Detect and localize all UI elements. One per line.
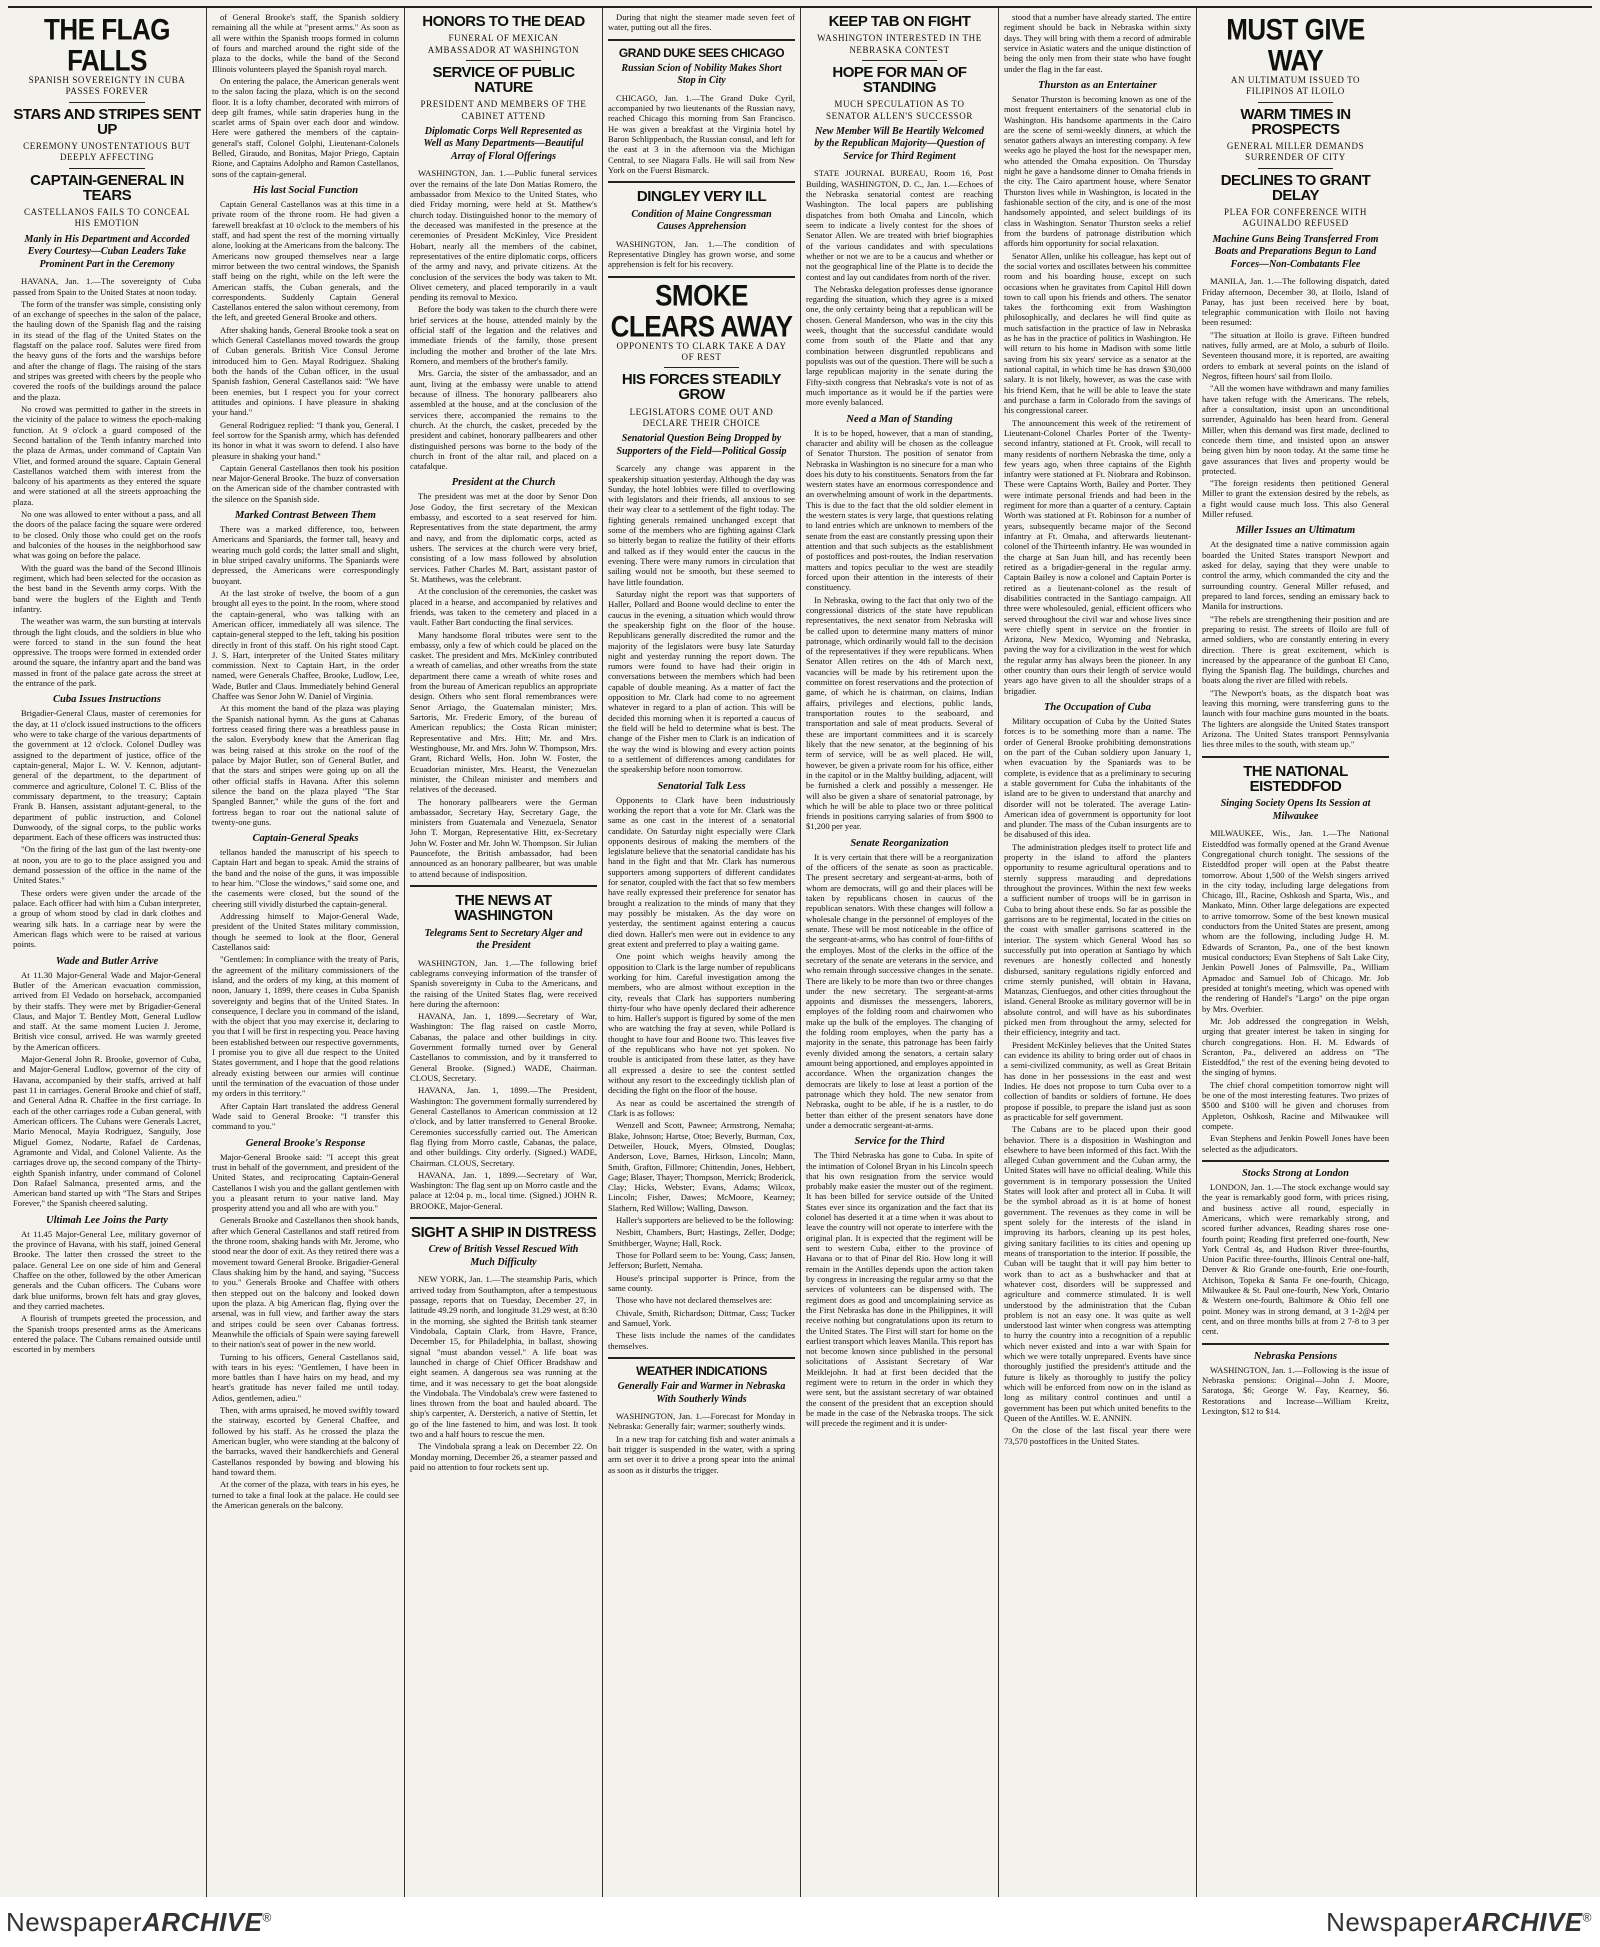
section-subhead: General Brooke's Response — [245, 1137, 366, 1149]
section-subhead: Captain-General Speaks — [252, 833, 359, 845]
paragraph: Major-General John R. Brooke, governor of Cuba, and Major-General Ludlow, governor of the city of Havana, accompanied by their staffs, arrived at half past 11 in carriages. General Brooke and chief of staff, and General Adna R. Chaffee in the first carriage. In each of the other carriages rode a Cuban general, with American officers. The Cubans were Generals Lacret, Mario Menocal, Mayia Rodriguez, Sanguily, Jose Miguel Gomez, Nodarte, Rafael de Cardenas, Agramonte and Vidal, and Colonel Valiente. As the carriages drove up, the second company of the Thirty-eighth Spanish infantry, under command of Colonel Don Rafael Salmanca, presented arms, and the American band started up with "The Stars and Stripes Forever," the Spanish cheered saluting. — [13, 1054, 201, 1209]
paragraph: President McKinley believes that the United States can evidence its ability to bring order out of chaos in a semi-civilized community, as well as Great Britain has done in her possessions in the east and west Indies. He does not propose to turn Cuba over to a collection of bandits or soldiers of fortune. He does propose if possible, to prepare the island just as soon as practicable for self government. — [1004, 1039, 1191, 1122]
paragraph: Turning to his officers, General Castellanos said, with tears in his eyes: "Gentlemen, I have been in more battles than I have hairs on my head, and my heart's gratitude has never failed me until today. Adios, gentlemen, adieu." — [212, 1351, 399, 1403]
paragraph: At the conclusion of the ceremonies, the casket was placed in a hearse, and accompanied by relatives and friends, was taken to the cemetery and placed in a vault. Father Bart conducting the final services. — [410, 586, 597, 628]
paragraph: Scarcely any change was apparent in the speakership situation yesterday. Although the day was Sunday, the hotel lobbies were filled to overflowing with legislators and their friends, all anxious to see their way clear to a settlement of the fight today. The fighting generals remained unchanged except that some of the members who are fighting against Clark so bitterly began to realize the futility of their efforts and talked as if they would enter the caucus in the evening. There were many rumors in circulation that sailing would not be smooth, but these seemed to have little foundation. — [608, 463, 795, 587]
summary-deck: Telegrams Sent to Secretary Alger and the President — [424, 927, 583, 952]
paragraph: The Third Nebraska has gone to Cuba. In spite of the intimation of Colonel Bryan in his Lincoln speech that his own resignation from the service would probably make easier the muster out of the regiment. It has been billed for service outside of the United States ever since its organization and the fact that its colonel has deserted it at a time when it was about to leave the country will not operate to interfere with the original plan. It is expected that the regiment will be sent to western Cuba, either to the province of Havana or to that of Pinar del Rio. How long it will remain in the Antilles depends upon the action taken by congress in increasing the regular army so that the services of volunteers can be dispensed with. The regiment does as good and uncomplaining service as the First Nebraska has done in the Philippines, it will receive nothing but congratulations upon its return to the United States. The First will start for home on the earliest transport which leaves Manila. This report has not become known since published in the personal solicitations of Assistant Secretary of War Meiklejohn. It had at first been decided that the regiment were to return in the order in which they were sent, but the assistant secretary of war obtained the consent of the president that an exception should be made in the case of the Nebraska troops. The sick will precede the regiment and it is under- — [806, 1150, 993, 1429]
paragraph: The chief choral competition tomorrow night will be one of the most interesting features. Two prizes of $500 and $100 will be given and choruses from Appleton, Oshkosh, Racine and Milwaukee will compete. — [1202, 1079, 1389, 1131]
summary-deck: Condition of Maine Congressman Causes Apprehension — [631, 208, 772, 233]
paragraph: Mr. Job addressed the congregation in Welsh, urging that greater interest be taken in singing for church congregations. Hon. H. M. Edwards of Scranton, Pa., delivered an address on "The Eisteddfod," the rest of the evening being devoted to the singing of hymns. — [1202, 1015, 1389, 1078]
section-subhead: Service for the Third — [854, 1136, 945, 1148]
paragraph: Many handsome floral tributes were sent to the embassy, only a few of which could be placed on the casket. The president and Mrs. McKinley contributed a wreath of camelias, and other wreaths from the state department there came a wreath of white roses and from the bureau of American republics an appropriate design. Others who sent floral remembrances were Senor Arriago, the Guatemalan minister; Mrs. Sartoris, Mr. Frederic Emory, of the bureau of American republics; the Costa Rican minister; Representative and Mrs. Hitt; Mr. and Mrs. Westinghouse, Mr. and Mrs. John W. Thompson, Mrs. Grant, Richard Wells, Hon. John W. Foster, the Ecuadorian minister, Mrs. Hearst, the Venezuelan minister, the Chilean minister and members and relatives of the deceased. — [410, 629, 597, 795]
paragraph: General Rodriguez replied: "I thank you, General. I feel sorrow for the Spanish army, which has defended its honor in what it was sworn to defend. I also have pleasure in shaking your hand." — [212, 419, 399, 461]
paragraph: The form of the transfer was simple, consisting only of an exchange of speeches in the salon of the palace, the hauling down of the Spanish flag and the raising in its stead of the flag of the United States on the flagstaff on the palace roof. Salutes were fired from the heavy guns of the forts and the warships before and after the change of flags. The raising of the stars and stripes was greeted with cheers by the people who covered the roofs of the buildings around the palace and the plaza. — [13, 298, 201, 402]
paragraph: After shaking hands, General Brooke took a seat on which General Castellanos moved towards the group of Cuban generals. British Vice Consul Jerome introduced him to Gen. Mayal Rodriguez. Shaking both the hands of the Cuban officer, in the usual Spanish fashion, General Castellanos said: "We have been enemies, but I respect you for your correct attitudes and opinions. I have pleasure in shaking your hand." — [212, 324, 399, 418]
paragraph: Brigadier-General Claus, master of ceremonies for the day, at 11 o'clock issued instructions to the officers who were to take charge of the various departments of the government at 12 o'clock. Colonel Dudley was assigned to the department of justice, office of the captain-general, Major L. W. V. Kennon, adjutant-general of the department, to the department of commerce and agriculture, Colonel T. C. Bliss of the commissary department, to the treasury; Captain Frank B. Hansen, assistant adjutant-general, to the department of public instruction, and Colonel Dunwoody, of the signal corps, to the public works department. Each of these officers was instructed thus: — [13, 708, 201, 843]
paragraph: Before the body was taken to the church there were brief services at the house, attended mainly by the official staff of the legation and the relatives and immediate friends of the family, those present including the mother and brother of the late Mrs. Romero, and members of the brother's family. — [410, 304, 597, 367]
paragraph: At the last stroke of twelve, the boom of a gun brought all eyes to the point. In the room, where stood the captain-general, who was talking with an American officer, immediately all was silence. The captain-general stepped to the left, taking his position directly in front of this staff. On his right stood Capt. J. S. Hart, interpreter of the United States military commission. Next to Captain Hart, in the order named, were Generals Chaffee, Brooke, Ludlow, Lee, Wade, Butler and Claus. Immediately behind General Chaffee was Senor John W. Daniel of Virginia. — [212, 587, 399, 702]
paragraph: At the designated time a native commission again boarded the United States transport Newport and asked for delay, saying that they were unable to control the army, which commanded the city and the surrounding country. General Miller refused, and prepared to land forces, sending an emissary back to Manila for instructions. — [1202, 539, 1389, 612]
brand-left-word: Newspaper — [6, 1907, 143, 1937]
summary-deck: Crew of British Vessel Rescued With Much Difficulty — [428, 1244, 579, 1268]
subheadline: CASTELLANOS FAILS TO CONCEAL HIS EMOTION — [23, 207, 191, 229]
paragraph: Captain General Castellanos was at this time in a private room of the throne room. He had given a farewell breakfast at 10 o'clock to the members of his staff, and had spent the rest of the morning virtually alone, looking at the Americans from the balcony. The Americans now grouped themselves near a large mirror between the two central windows, the Spanish staff being on the right, while on the left were the American staffs, the Cuban generals, and the correspondents. Suddenly Captain General Castellanos entered the salon without ceremony, from the left, and greeted General Brooke and others. — [212, 199, 399, 323]
article-divider — [1202, 756, 1389, 758]
paragraph: Those for Pollard seem to be: Young, Cass; Jansen, Jefferson; Burlett, Nemaha. — [608, 1250, 795, 1271]
headline: WEATHER INDICATIONS — [636, 1363, 767, 1378]
paragraph: The Cubans are to be placed upon their good behavior. There is a disposition in Washington and elsewhere to have been informed of this fact. With the alleged Cuban government and the Cuban army, the United States will have no official dealing. While this government is in temporary possession the United States will look after and protect all in Cuba. It will be the symbol abroad as it is at home of honest government. The revenues as they come in will be spent solely for the interests of the island in improving its harbors, cleaning up its pest holes, giving sanitary facilities to its cities and opening up means of transportation to the interior. If possible, the Cuban will be taught that it will pay him better to work than to act as a bushwhacker and that at whatever cost, disorders will be suppressed and agriculture and commerce stimulated. It is well understood by the administration that the Cuban problem is not an easy one. It was quite as well understood last winter when congress was attempting to hurry the country into a recognition of a republic which never existed and into a war with Spain for which we were totally unprepared. Events have since thoroughly justified the president's attitude and the future is likely as thoroughly to justify the policy which will be enforced from now on in the island as long as military control continues and until a government has been put which united benefits to the Queen of the Antilles. W. E. ANNIN. — [1004, 1124, 1191, 1423]
paragraph: CHICAGO, Jan. 1.—The Grand Duke Cyril, accompanied by two lieutenants of the Russian navy, reached Chicago this morning from San Francisco. He was given a breakfast at the Virginia hotel by Baron Schlippenbach, the Russian consul, and left for the east at 3 in the afternoon via the Michigan Central, to see Niagara Falls. He will sail from New York on the Fuerst Bismarck. — [608, 92, 795, 176]
summary-deck: Machine Guns Being Transferred From Boats and Preparations Begun to Land Forces—Non-Combatants Flee — [1212, 233, 1379, 270]
paragraph: In Nebraska, owing to the fact that only two of the congressional districts of the state have republican representatives, the next senator from Nebraska will be called upon to determine many matters of minor patronage, which ordinarily would fall to the decision of the representatives if they were republicans. When Senator Allen retires on the 4th of March next, vacancies will be made by his retirement upon the committee on forest reservations and the protection of game, of which he is chairman, on claims, Indian affairs, privileges and elections, public lands, transportation routes to the seaboard, and transportation and sale of meat products. Several of these are important committees and it is scarcely likely that the new senator, at the beginning of his term of service, will be as well placed. He will, however, be given a private room for his office, either in the capitol or in the Maltby building, adjacent, will be furnished a clerk and possibly a messenger. He will also be given a share of senatorial patronage, by which he will be able to place two or three political friends in positions carrying salaries of from $900 to $1,200 per year. — [806, 594, 993, 832]
subheadline: OPPONENTS TO CLARK TAKE A DAY OF REST — [616, 340, 787, 362]
paragraph: Haller's supporters are believed to be the following: — [616, 1215, 794, 1226]
paragraph: HAVANA, Jan. 1, 1899.—Secretary of War, Washington: The flag sent up on Morro castle and the palace at 12:04 p. m., local time. (Signed.) JOHN R. BROOKE, Major-General. — [410, 1169, 597, 1211]
paragraph: LONDON, Jan. 1.—The stock exchange would say the year is remarkably good form, with prices rising, and business active all round, especially in Americans, which were remarkably strong, and scored further advances, Reading shares rose one-fourth point; Reading first preferred one-fourth, New York Central 4s, and Hudson River three-fourths, Union Pacific three-fourths, Illinois Central one-half, Denver & Rio Grande one-fourth, Erie one-fourth, Atchison, Topeka & Santa Fe one-fourth, Chicago, Milwaukee & St. Paul one-fourth, New York, Ontario & Western one-fourth, Baltimore & Ohio fell one point. Money was in strong demand, at 3 1-2@4 per cent, and on three months bills at from 2 7-8 to 3 per cent. — [1202, 1181, 1389, 1337]
columns-container — [8, 6, 1592, 1903]
paragraph: As near as could be ascertained the strength of Clark is as follows: — [608, 1097, 795, 1118]
paragraph: Major-General Brooke said: "I accept this great trust in behalf of the government, and president of the United States, and reciprocating Captain-General Castellanos I wish you and the gallant gentlemen with you a pleasant return to your native land. May prosperity attend you and all who are with you." — [212, 1151, 399, 1214]
subheadline: SPANISH SOVEREIGNTY IN CUBA PASSES FOREVER — [28, 75, 186, 97]
divider — [1258, 168, 1333, 169]
section-subhead: Nebraska Pensions — [1253, 1350, 1338, 1362]
paragraph: In a new trap for catching fish and water animals a bait trigger is suspended in the water, with a spring arm set over it to drive a prong spear into the animal as soon as it disturbs the trigger. — [608, 1433, 795, 1475]
headline: HOPE FOR MAN OF STANDING — [832, 63, 967, 97]
summary-deck: Generally Fair and Warmer in Nebraska With Southerly Winds — [617, 1381, 786, 1405]
summary-deck: Senatorial Question Being Dropped by Supporters of the Field—Political Gossip — [616, 433, 787, 457]
paragraph: WASHINGTON, Jan. 1.—Public funeral services over the remains of the late Don Matias Romero, the ambassador from Mexico to the United States, who died Friday morning, were held at St. Matthew's church today. Distinguished honor to the memory of the deceased was manifested in the presence at the ceremonies of President McKinley, Vice President Hobart, nearly all the members of the cabinet, representatives of the entire diplomatic corps, officers of the army and navy, and private citizens. At the conclusion of the services the body was taken to Mt. Olivet cemetery, and placed temporarily in a vault pending its removal to Mexico. — [410, 168, 597, 303]
divider — [69, 102, 144, 103]
section-subhead: The Occupation of Cuba — [1043, 702, 1152, 713]
paragraph: Military occupation of Cuba by the United States forces is to be something more than a name. The order of General Brooke prohibiting demonstrations on the part of the Cuban soldiery upon January 1, when evacuation by the Spaniards was to be complete, is evidence that as a preliminary to securing a stable government for Cuba the inhabitants of the island are to be given to understand that anarchy and disorder will not be tolerated. The average Latin-American idea of government is opportunity for loot and plunder. The mass of the Cuban insurgents are to be disabused of this idea. — [1004, 716, 1191, 840]
section-subhead: Senatorial Talk Less — [657, 780, 746, 792]
paragraph: The weather was warm, the sun bursting at intervals through the light clouds, and the soldiers in blue who were forced to stand in the sun found the heat oppressive. The troops were formed in extended order around the square, the infantry apart and the band was massed in front of the palace gate across the street at the entrance of the park. — [13, 616, 201, 689]
headline: HONORS TO THE DEAD — [422, 13, 585, 30]
paragraph: "The rebels are strengthening their position and are preparing to resist. The streets of Iloilo are full of armed soldiers, who are constantly entering in every direction. There is great excitement, which is increased by the appearance of the gunboat El Cano, flying the Spanish flag. The buildings, churches and boats along the river are filled with rebels. — [1202, 613, 1389, 686]
article-divider — [608, 39, 795, 41]
headline: STARS AND STRIPES SENT UP — [13, 105, 201, 138]
paragraph: MANILA, Jan. 1.—The following dispatch, dated Friday afternoon, December 30, at Iloilo, Island of Panay, has just been received here by boat, telegraphic communication with Iloilo not having been resumed: — [1202, 276, 1389, 328]
paragraph: The honorary pallbearers were the German ambassador, Secretary Hay, Secretary Gage, the ministers from Guatemala and Venezuela, Senator John T. Morgan, Representative Hitt, ex-Secretary John W. Foster and Mr. John W. Thompson. Sir Julian Pauncefote, the British ambassador, had been announced as an honorary pallbearer, but was unable to attend because of indisposition. — [410, 796, 597, 879]
divider — [69, 168, 144, 169]
subheadline: FUNERAL OF MEXICAN AMBASSADOR AT WASHINGTON — [427, 33, 580, 55]
column-4 — [602, 8, 800, 1903]
paragraph: WASHINGTON, Jan. 1.—The condition of Representative Dingley has grown worse, and some apprehension is felt for his recovery. — [608, 238, 795, 270]
headline: DINGLEY VERY ILL — [636, 188, 767, 206]
paragraph: No crowd was permitted to gather in the streets in the vicinity of the palace to witness the epoch-making function. At 9 o'clock a guard composed of the Second battalion of the Tenth infantry marched into the plaza de Armas, under command of Captain Van Vliet, and formed around the square. Captain General Castellanos watched them with interest from the balcony of his apartments as they entered the square and were stationed at all the streets approaching the plaza. — [13, 403, 201, 507]
column-6 — [998, 8, 1196, 1903]
column-3 — [404, 8, 602, 1903]
paragraph: On the close of the last fiscal year there were 73,570 postoffices in the United States. — [1004, 1425, 1191, 1446]
paragraph: It is to be hoped, however, that a man of standing, character and ability will be chosen as the colleague of Senator Thurston. The position of senator from Nebraska in Washington is no sinecure for a man who does his duty to his constituents. Senators from the far western states have an enormous correspondence and an overwhelming amount of work in the departments. This is due to the fact that the old soldier element in the western states is very large, that questions relating to land entries which are unknown to members of the senate from the east are constantly pressing upon their attention and that such subjects as the establishment of postoffices and post-routes, the Indian reservation matters and topics peculiar to the west are steadily forced upon their attention in the interests of their constituency. — [806, 427, 993, 593]
paragraph: Saturday night the report was that supporters of Haller, Pollard and Boone would decline to enter the caucus in the evening, a situation which would throw the speakership fight on the floor of the house. Republicans generally discredited the rumor and the majority of the legislators were busy late Saturday night and yesterday running the report down. The rumors were found to have had their origin in conversations between the members which had been capable of double meaning. As a matter of fact the opposition to Mr. Clark had come to no agreement whatever in regard to a plan of action. This will be decided this morning when it is reported a caucus of the field will be held to determine what is best. The change of the Fisher men to Clark is an indication of the way the wind is blowing and every action points to a settlement of differences among candidates for the speakership before noon tomorrow. — [608, 588, 795, 775]
paragraph: No one was allowed to enter without a pass, and all the doors of the palace facing the square were ordered to be closed. Only those who could get on the roofs and balconies of the houses in the neighborhood saw what was going on before the palace. — [13, 509, 201, 561]
article-divider — [608, 1357, 795, 1359]
section-subhead: Miller Issues an Ultimatum — [1235, 525, 1356, 537]
divider — [466, 60, 541, 61]
paragraph: It is very certain that there will be a reorganization of the officers of the senate as soon as practicable. The present secretary and sergeant-at-arms, both of whom are democrats, will go and their places will be taken by republicans chosen in caucus of the republican senators. With these changes will follow a wholesale change in the personnel of employes of the senate. These will be most noticeable in the office of the sergeant-at-arms, who has control of four-fifths of the employes. Most of the clerks in the office of the secretary of the senate are veterans in the service, and who remain through successive changes in the senate. There are likely to be more than two or three changes under the new secretary. The sergeant-at-arms appoints and dismisses the messengers, laborers, employes of the folding room and chairwomen who make up the bulk of the employes. The changing of the folding room employes, when the party has a majority in the senate, this patronage has been fairly evenly divided among the senators, a certain salary amount being apportioned, and employes appointed in accordance. When the organization changes the democrats are likely to lose at least a portion of the patronage which they hold. The new senator from Nebraska, ought to be able, if he is a rustler, to do better than either of the present senators have done under a democratic sergeant-at-arms. — [806, 851, 993, 1130]
section-subhead: Wade and Butler Arrive — [55, 955, 159, 967]
headline: DECLINES TO GRANT DELAY — [1220, 171, 1371, 204]
subheadline: WASHINGTON INTERESTED IN THE NEBRASKA CONTEST — [817, 33, 982, 55]
paragraph: After Captain Hart translated the address General Wade said to General Brooke: "I transfer this command to you." — [212, 1100, 399, 1132]
summary-deck: New Member Will Be Heartily Welcomed by the Republican Majority—Question of Service for Third Regiment — [814, 125, 985, 162]
article-divider — [1202, 1160, 1389, 1162]
paragraph: "On the firing of the last gun of the last twenty-one at noon, you are to go to the place assigned you and demand possession of the office in the name of the United States." — [13, 844, 201, 886]
divider — [862, 60, 937, 61]
headline: KEEP TAB ON FIGHT — [828, 13, 971, 30]
paragraph: STATE JOURNAL BUREAU, Room 16, Post Building, WASHINGTON, D. C., Jan. 1.—Echoes of the Nebraska senatorial contest are reaching Washington. The local papers are publishing dispatches from both Omaha and Lincoln, which seem to indicate a lively contest for the shoes of Senator Allen. We are treated with brief biographies of the various candidates and with speculations whether or not we are to be a caucus and whether or not the geographical line of the Platte is to decide the contest and lay out candidates from north of the river. — [806, 168, 993, 282]
subheadline: CEREMONY UNOSTENTATIOUS BUT DEEPLY AFFECTING — [23, 141, 191, 163]
paragraph: There was a marked difference, too, between Americans and Spaniards, the former tall, heavy and wearing much gold cords; the latter small and slight, in blue striped cavalry uniforms. The Spaniards were depressed, the Americans were correspondingly buoyant. — [212, 524, 399, 586]
article-divider — [410, 1217, 597, 1219]
divider — [1258, 102, 1333, 103]
summary-deck: Singing Society Opens Its Session at Milwaukee — [1220, 798, 1371, 822]
divider — [664, 367, 739, 368]
paragraph: WASHINGTON, Jan. 1.—The following brief cablegrams conveying information of the transfer of Spanish sovereignty in Cuba to the Americans, and the raising of the United States flag, were received here during the afternoon: — [410, 957, 597, 1009]
headline: SMOKE CLEARS AWAY — [610, 277, 793, 343]
paragraph: WASHINGTON, Jan. 1.—Following is the issue of Nebraska pensions: Original—John J. Moore, Saratoga, $6; George W. Fay, Kearney, $6. Restorations and Increase—William Kreitz, Lexington, $12 to $14. — [1202, 1364, 1389, 1416]
paragraph: At the corner of the plaza, with tears in his eyes, he turned to take a final look at the palace. He could see the American generals on the balcony. — [212, 1479, 399, 1510]
paragraph: HAVANA, Jan. 1, 1899.—Secretary of War, Washington: The flag raised on castle Morro, Cabanas, the palace and other buildings in city. Government formally turned over by General Castellanos to commission, and by it transferred to General Brooke. (Signed.) WADE, Chairman. CLOUS, Secretary. — [410, 1011, 597, 1084]
paragraph: NEW YORK, Jan. 1.—The steamship Paris, which arrived today from Southampton, after a tempestuous passage, reports that on Tuesday, December 27, in latitude 49.29 north, and longitude 31.29 west, at 8:30 in the morning, she sighted the British tank steamer Vindobala, Captain Clark, from Havre, France, December 15, for Philadelphia, in ballast, showing signal "must abandon vessel." A life boat was launched in charge of Chief Officer Bradshaw and eight seamen. A dangerous sea was running at the time, and it was necessary to get the boat alongside the Vindobala. The Vindobala's crew were fastened to lines thrown from the boat and hauled aboard. The ship's carpenter, A. Dersterich, a native of Stettin, let go of the line fastened to him, and was lost. It took two and a half hours to rescue the men. — [410, 1274, 597, 1440]
headline: SIGHT A SHIP IN DISTRESS — [411, 1224, 596, 1242]
subheadline: GENERAL MILLER DEMANDS SURRENDER OF CITY — [1226, 141, 1365, 163]
paragraph: Opponents to Clark have been industriously working the report that a vote for Mr. Clark was the same as one cast in the interest of a senatorial candidate. On Saturday night especially were Clark opponents desirous of making the members of the legislature believe that the senatorial candidate has his hand in the fight and that Mr. Clark has numerous supporters among supporters of different candidates for senator, coupled with the fact that so few members have really expressed their preference for senator has brought a realization to the minds of many that they may possibly be mistaken. As the day wore on yesterday, the sentiment against entering a caucus died down. Haller's men were out in evidence to any great extent and preferred to play a waiting game. — [608, 794, 795, 949]
paragraph: The administration pledges itself to protect life and property in the island to afford the planters opportunity to resume agricultural operations and to sternly suppress marauding and depredations throughout the provinces. Within the next few weeks a sufficient number of troops will be in garrison in Cuba to bring about these ends. So far as possible the garrisons are to be regimental, located in the cities on the coast with smaller garrisons scattered in the interior. The system which General Wood has so successfully put into operation at Santiago by which revenues are honestly collected and honestly disbursed, sanitary regulations rigidly enforced and crime sternly punished, will obtain in Havana, Matanzas, Cienfuegos, and other cities throughout the island. General Brooke as military governor will be in absolute control, and will have as his subordinates picked men from throughout the army, selected for their efficiency, integrity and tact. — [1004, 841, 1191, 1038]
brand-right-archive: ARCHIVE — [1462, 1907, 1583, 1937]
subheadline: PRESIDENT AND MEMBERS OF THE CABINET ATTEND — [420, 99, 587, 121]
column-7 — [1196, 8, 1394, 1903]
column-2 — [206, 8, 404, 1903]
paragraph: Evan Stephens and Jenkin Powell Jones have been selected as the adjudicators. — [1202, 1133, 1389, 1154]
paragraph: Nesbitt, Chambers, Burt; Hastings, Zeller, Dodge; Smithberger, Wayne; Hall, Rock. — [608, 1227, 795, 1248]
section-subhead: Marked Contrast Between Them — [235, 510, 376, 522]
paragraph: The Vindobala sprang a leak on December 22. On Monday morning, December 26, a steamer passed and paid no attention to four rockets sent up. — [410, 1441, 597, 1473]
headline: HIS FORCES STEADILY GROW — [621, 371, 782, 404]
paragraph: of General Brooke's staff, the Spanish soldiery remaining all the while at "present arms." As soon as all were within the Spanish troops formed in column of fours and marched around the right side of the plaza to the docks, while the band of the Second Illinois volunteers played the Spanish royal march. — [212, 12, 399, 74]
paragraph: The president was met at the door by Senor Don Jose Godoy, the first secretary of the Mexican embassy, and escorted to a seat reserved for him. Representatives from the state department, the army and navy, and from the diplomatic corps, acted as ushers. The services at the church were very brief, consisting of a low mass followed by absolution services. Father Charles M. Bart, assistant pastor of St. Matthews, was the celebrant. — [410, 491, 597, 584]
headline: GRAND DUKE SEES CHICAGO — [618, 45, 785, 60]
paragraph: With the guard was the band of the Second Illinois regiment, which had been selected for the occasion as the best band in the Seventh army corps. With the band were the buglers of the Eighth and Tenth infantry. — [13, 562, 201, 614]
paragraph: The Nebraska delegation professes dense ignorance regarding the situation, which they agree is a mixed one, the only certainty being that a republican will be chosen. General Manderson, who was in the city this week, thought that the successful candidate would come from south of the Platte and that any combination between disgruntled republicans and populists was out of the question. There will be such a large republican majority in the senate during the Fifty-sixth congress that Nebraska's vote is not of as much importance as it would be if the parties were more evenly balanced. — [806, 283, 993, 408]
brand-left-reg: ® — [262, 1910, 272, 1925]
paragraph: tellanos handed the manuscript of his speech to Captain Hart and began to speak. Amid the strains of the band and the noise of the guns, it was impossible to hear him. "Close the windows," said some one, and the casements were closed, but the sound of the cheering still vividly disturbed the captain-general. — [212, 847, 399, 909]
paragraph: HAVANA, Jan. 1.—The sovereignty of Cuba passed from Spain to the United States at noon today. — [13, 276, 201, 297]
article-divider — [1202, 1343, 1389, 1345]
brand-right-reg: ® — [1582, 1910, 1592, 1925]
section-subhead: Thurston as an Entertainer — [1038, 79, 1157, 91]
paragraph: These lists include the names of the candidates themselves. — [608, 1330, 795, 1351]
brand-right-word: Newspaper — [1326, 1907, 1463, 1937]
paragraph: HAVANA, Jan. 1, 1899.—The President, Washington: The government formally surrendered by General Castellanos to American commission at 12 o'clock, and by latter transferred to General Brooke. Ceremonies successfully carried out. The American flag flying from Morro castle, Cabanas, the palace, and other buildings. City orderly. (Signed.) WADE, Chairman. CLOUS, Secretary. — [410, 1085, 597, 1168]
headline: WARM TIMES IN PROSPECTS — [1240, 105, 1351, 138]
paragraph: A flourish of trumpets greeted the procession, and the Spanish troops presented arms as the Americans entered the palace. The Cubans remained outside until escorted in by members — [13, 1313, 201, 1355]
brand-left-archive: ARCHIVE — [142, 1907, 263, 1937]
paragraph: The announcement this week of the retirement of Lieutenant-Colonel Charles Porter of the Twenty-second infantry, stationed at Ft. Crook, will recall to many residents of northern Nebraska the time, only a few years ago, when three captains of the Eighth infantry were stationed at Ft. Niobrara and Robinson. These were Captains Worth, Bailey and Porter. They were intimate personal friends and had been in the regiment for more than a quarter of a century. Captain Worth was stationed at Ft. Robinson for a number of years, subsequently became major of the Second infantry at Ft. Omaha, and afterwards lieutenant-colonel of the Thirteenth infantry. He was wounded in the charge at San Juan hill, and has recently been retired as a brigadier-general in the regular army. Captain Bailey is now a colonel and Captain Porter is retired as a lieutenant-colonel as the result of disabilities contracted in the Santiago campaign. All three were wholesouled, genial, efficient officers who served throughout the civil war and whose lives since were chiefly spent in service on the frontier in Arizona, New Mexico, Wyoming and Nebraska, paving the way for a civilization in the west for which the regular army has always been the pioneer. In any other country than ours their length of service would years ago have given to all the shoulder straps of a brigadier. — [1004, 417, 1191, 696]
paragraph: Senator Allen, unlike his colleague, has kept out of the social vortex and oscillates between his committee room and his boarding house, except on such occasions when he gravitates from Capitol Hill down town to call upon his friends and others. The senator takes the forthcoming exit from Washington philosophically, and declares he will find quite as much satisfaction in the practice of law in Nebraska as he has in the practice of politics in Washington. He will return to his home in Madison with some little saving from his six years' service as a senator at the national capital, in which time he has drawn $30,000 salary. It is not likely, however, as was the case with his friend Kem, that he will be able to leave the state and purchase a farm in Colorado from the savings of his congressional career. — [1004, 250, 1191, 416]
newspaper-archive-logo-left — [6, 1907, 272, 1938]
paragraph: At 11.45 Major-General Lee, military governor of the province of Havana, with his staff, joined General Brooke. The latter then crossed the street to the palace. General Lee on one side of him and General Chaffee on the other, followed by the other American generals and the Cuban officers. The Cubans wore dark blue uniforms, brown felt hats and gray gloves, and they carried machetes. — [13, 1228, 201, 1311]
paragraph: "The Newport's boats, as the dispatch boat was leaving this morning, were transferring guns to the launch with four machine guns mounted in the boats. The lighters are alongside the United States transport Arizona. The United States transport Pennsylvania lies three miles to the south, with steam up." — [1202, 687, 1389, 750]
paragraph: MILWAUKEE, Wis., Jan. 1.—The National Eisteddfod was formally opened at the Grand Avenue Congregational church tonight. The sessions of the Eisteddfod proper will open at the Pabst theatre tomorrow. About 1,500 of the Welsh singers arrived in the city today, including large delegations from Chicago, Ill., Racine, Oshkosh and Sparta, Wis., and Mankato, Minn. Other large delegations are expected to arrive tomorrow. Some of the best known musical conductors from the United States are present, among whom are the following, including Judge H. M. Edwards of Scranton, Pa., one of the best known musical conductors; Evan Stephens of Salt Lake City, Jenkin Powell Jones of Palmsville, Pa., William Apmadoc and Samuel Job of Chicago. Mr. Job presided at tonight's meeting, which was opened with the rendering of Handel's "Largo" on the pipe organ by Mrs. Overbier. — [1202, 828, 1389, 1014]
subheadline: AN ULTIMATUM ISSUED TO FILIPINOS AT ILOILO — [1230, 75, 1361, 97]
section-subhead: Cuba Issues Instructions — [53, 694, 161, 706]
paragraph: Then, with arms upraised, he moved swiftly toward the stairway, escorted by General Chaffee, and followed by his staff. As he crossed the plaza the American bugler, who were standing at the balcony of the barracks, waved their handkerchiefs and General Castellanos responded by bowing and blowing his hand toward them. — [212, 1405, 399, 1477]
column-5 — [800, 8, 998, 1903]
subheadline: PLEA FOR CONFERENCE WITH AGUINALDO REFUSED — [1224, 207, 1367, 229]
paragraph: Addressing himself to Major-General Wade, president of the United States military commission, though he seemed to look at the floor, General Castellanos said: — [212, 911, 399, 952]
article-divider — [608, 181, 795, 183]
paragraph: One point which weighs heavily among the opposition to Clark is the large number of republicans working for him. Careful investigation among the members, who are almost without exception in the city, reveals that Clark has supporters numbering thirty-four who have openly declared their adherence to him. Haller's support is figured by some of the men who are watching the fray at seven, while Pollard is thought to have four and Boone two. This leaves five of the republicans who have not yet spoken. No trouble is anticipated from these latter, as they have all expressed a desire to see the contest settled without any resort to the exceedingly ticklish plan of deciding the fight on the floor of the house. — [608, 951, 795, 1096]
paragraph: stood that a number have already started. The entire regiment should be back in Nebraska within sixty days. They will bring with them a record of admirable service in Asiatic waters and the unique distinction of being the only men from their state who have fought under the flag in the far east. — [1004, 12, 1191, 74]
paragraph: House's principal supporter is Prince, from the same county. — [608, 1272, 795, 1293]
paragraph: "Gentlemen: In compliance with the treaty of Paris, the agreement of the military commissioners of the island, and the orders of my king, at this moment of noon, January 1, 1899, there ceases in Cuba Spanish sovereignty and begins that of the United States. In consequence, I declare you in command of the island, with the object that you may exercise it, declaring to you that I will be first in respecting you. Peace having been established between our respective governments, I promise you to give all due respect to the United States government, and I hope that the good relations already existing between our armies will continue until the termination of the evacuation of those under my orders in this territory." — [212, 954, 399, 1099]
section-subhead: Stocks Strong at London — [1241, 1167, 1350, 1179]
paragraph: At this moment the band of the plaza was playing the Spanish national hymn. As the guns at Cabanas fortress ceased firing there was a breathless pause in the salon. Everybody knew that the American flag was being raised at this stroke on the roof of the palace by Major Butler, son of General Butler, and that the stars and stripes were going up on all the other official staffs in Havana. After this solemn silence the band on the plaza played "The Star Spangled Banner," while the guns of the fort and fortress began to roar out the national salute of twenty-one guns. — [212, 703, 399, 827]
subheadline: LEGISLATORS COME OUT AND DECLARE THEIR CHOICE — [629, 406, 774, 428]
paragraph: Wenzell and Scott, Pawnee; Armstrong, Nemaha; Blake, Johnson; Hartse, Otoe; Beverly, Burman, Cox, Detweiler, Houck, Myers, Olmsted, Douglas; Anderson, Love, Barnes, Hirkson, Lincoln; Mann, Smith, Grafton, Fillmore; Chittendin, Jones, Hebbert, Gage; Blaser, Thayer; Thompson, Merrick; Broderick, Clay; Hicks, Webster; Evans, Adams; Wilcox, Lincoln; Fisher, Dawes; McMoore, Kearney; Slathern, Red Willow; Walling, Dawson. — [608, 1120, 795, 1213]
paragraph: Senator Thurston is becoming known as one of the most frequent entertainers of the senatorial club in Washington. His handsome apartments in the Cairo are the scene of semi-weekly dinners, at which the senator gathers always an interesting company. A few weeks ago he played the host for the newspaper men, who attended the Omaha exposition. On Thursday night he gave a handsome dinner to Omaha friends in the city. The Cairo apartment house, where Senator Thurston lives while in Washington, is located in the fashionable section of the city, and is one of the most handsomely appointed, and select buildings of its class in Washington. Senator Thurston seeks a relief from the burdens of patronage distribution which affords him opportunity for social relaxation. — [1004, 93, 1191, 249]
paragraph: "The foreign residents then petitioned General Miller to grant the extension desired by the rebels, as a fight would cause much loss. This also General Miller refused. — [1202, 478, 1389, 520]
summary-deck: Russian Scion of Nobility Makes Short Stop in City — [621, 62, 782, 87]
summary-deck: Manly in His Department and Accorded Every Courtesy—Cuban Leaders Take Prominent Part in the Ceremony — [24, 233, 190, 270]
paragraph: During that night the steamer made seven feet of water, putting out all the fires. — [608, 12, 795, 33]
paragraph: WASHINGTON, Jan. 1.—Forecast for Monday in Nebraska: Generally fair; warmer; southerly winds. — [608, 1411, 795, 1432]
paragraph: Those who have not declared themselves are: — [616, 1295, 773, 1306]
paragraph: "All the women have withdrawn and many families have taken refuge with the Americans. The rebels, after a consultation, insist upon an unconditional surrender, Aguinaldo has been heard from. General Miller, when this demand was first made, declined to concede them time, and insisted upon an answer being given him by noon today. At the same time he gave assurances that lives and property would be protected. — [1202, 383, 1389, 476]
headline: THE NATIONAL EISTEDDFOD — [1243, 762, 1348, 795]
summary-deck: Diplomatic Corps Well Represented as Well as Many Departments—Beautiful Array of Floral Offerings — [423, 125, 584, 162]
paragraph: At 11.30 Major-General Wade and Major-General Butler of the American evacuation commission, arrived from El Vedado on horseback, accompanied by their staffs. They were met by Brigadier-General Claus, and Major T. Bentley Mott, General Ludlow and staff. At the same moment Lucien J. Jerome, British vice consul, arrived. He was warmly greeted by the American officers. — [13, 969, 201, 1052]
section-subhead: Senate Reorganization — [850, 837, 949, 849]
footer — [0, 1897, 1600, 1947]
paragraph: Chivale, Smith, Richardson; Dittmar, Cass; Tucker and Samuel, York. — [608, 1307, 795, 1328]
headline: CAPTAIN-GENERAL IN TEARS — [30, 171, 184, 204]
section-subhead: Need a Man of Standing — [846, 413, 953, 425]
headline: MUST GIVE WAY — [1226, 11, 1365, 77]
paragraph: Mrs. Garcia, the sister of the ambassador, and an aunt, living at the embassy were unable to attend because of illness. The honorary pallbearers also assembled at the house, and at the conclusion of the services there, accompanied the remains to the church. At the church, the casket, preceded by the president and cabinet, honorary pallbearers and other distinguished persons was borne to the body of the church in front of the altar rail, and placed on a catafalque. — [410, 368, 597, 472]
section-subhead: President at the Church — [451, 477, 556, 489]
headline: THE NEWS AT WASHINGTON — [454, 892, 553, 925]
headline: SERVICE OF PUBLIC NATURE — [432, 63, 575, 97]
paragraph: "The situation at Iloilo is grave. Fifteen hundred natives, fully armed, are at Molo, a suburb of Iloilo. Seventeen thousand more, it is reported, are awaiting orders to embark at several points on the island of Negros, fifteen hours' sail from Iloilo. — [1202, 329, 1389, 382]
paragraph: On entering the palace, the American generals went to the salon facing the plaza, which is on the second floor. It is a lofty chamber, decorated with mirrors of deep gilt frames, while satin draperies hung in the scarlet arms of Spain over each door and window. Here were gathered the members of the captain-general's staff, Colonel Golphi, Lieutenant-Colonels Belled, Giraudo, and Bonitas, Major Priego, Captain Rione, and Captains Adolpho and Ramon Castellanos, sons of the captain-general. — [212, 75, 399, 179]
paragraph: Generals Brooke and Castellanos then shook hands, after which General Castellanos and staff retired from the throne room, shaking hands with Mr. Jerome, who stood near the door of exit. As they retired there was a movement toward General Brooke. Brigadier-General Claus shaking him by the hand, and saying, "Success to you." Generals Brooke and Chaffee with others then stepped out on the balcony and looked down upon the plaza. A big American flag, flying over the arsenal, was in full view, and farther away the stars and stripes could be seen over Cabanas fortress. Meanwhile the officials of Spain were saying farewell to their nation's seat of power in the new world. — [212, 1215, 399, 1350]
column-1 — [8, 8, 206, 1903]
subheadline: MUCH SPECULATION AS TO SENATOR ALLEN'S SUCCESSOR — [826, 99, 973, 121]
headline: THE FLAG FALLS — [44, 11, 170, 77]
section-subhead: His last Social Function — [252, 185, 359, 196]
paragraph: Captain General Castellanos then took his position near Major-General Brooke. The buzz of conversation on the American side of the chamber contrasted with the silence on the Spanish side. — [212, 462, 399, 504]
newspaper-archive-logo-right — [1326, 1907, 1592, 1938]
section-subhead: Ultimah Lee Joins the Party — [46, 1214, 168, 1226]
article-divider — [410, 885, 597, 887]
paragraph: These orders were given under the arcade of the palace. Each officer had with him a Cuban interpreter, a group of whom stood by clad in dark clothes and wearing silk hats. In a carriage near by were the American flags which were to be raised at various points. — [13, 887, 201, 950]
